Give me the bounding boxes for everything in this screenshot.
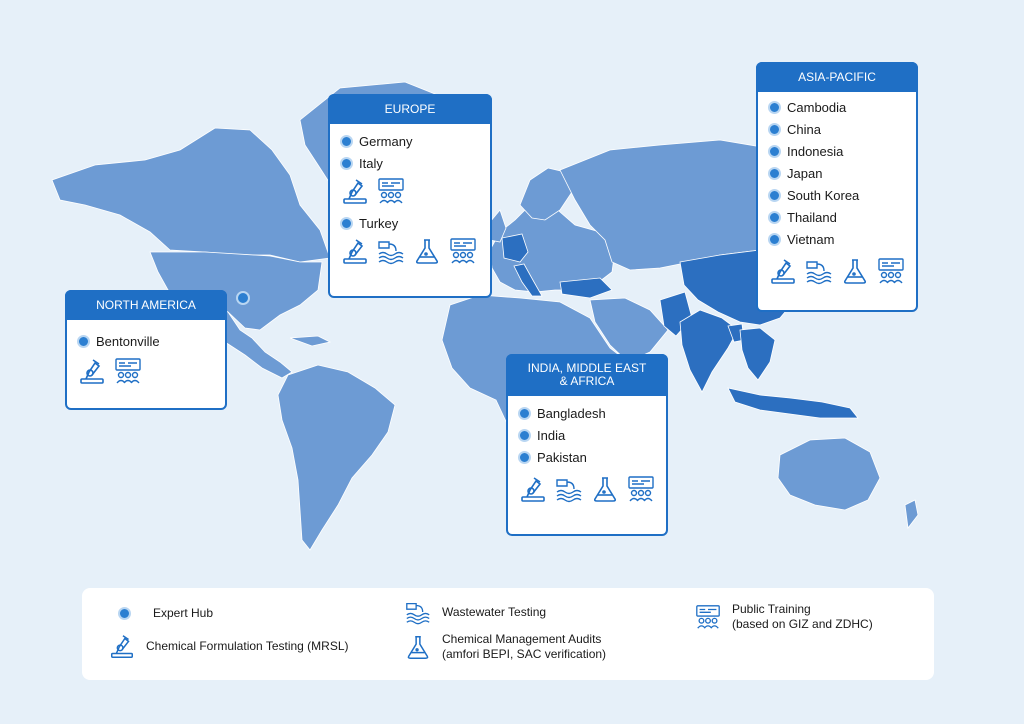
flask-icon (412, 236, 442, 266)
training-icon (376, 176, 406, 206)
expert-hub-dot (768, 167, 781, 180)
legend-audits: Chemical Management Audits (amfori BEPI, SAC verification) (404, 632, 606, 662)
expert-hub-dot (768, 233, 781, 246)
flask-icon (840, 256, 870, 286)
turkey (560, 278, 612, 298)
north-america-services (67, 356, 225, 386)
expert-hub-dot (340, 217, 353, 230)
expert-hub-dot (768, 189, 781, 202)
wastewater-icon (554, 474, 584, 504)
microscope-icon (768, 256, 798, 286)
location-cambodia: Cambodia (758, 96, 916, 118)
location-germany: Germany (330, 130, 490, 152)
asia-pacific-box (756, 62, 918, 312)
legend-training: Public Training (based on GIZ and ZDHC) (694, 602, 873, 632)
legend-expert-hub: Expert Hub (118, 606, 213, 621)
location-japan: Japan (758, 162, 916, 184)
training-icon (448, 236, 478, 266)
expert-hub-dot (77, 335, 90, 348)
wastewater-icon (804, 256, 834, 286)
se-asia (740, 328, 775, 380)
location-india: India (508, 424, 666, 446)
legend-wastewater: Wastewater Testing (404, 598, 546, 626)
location-bangladesh: Bangladesh (508, 402, 666, 424)
expert-hub-dot (340, 135, 353, 148)
north-america-title: NORTH AMERICA (65, 290, 227, 320)
bentonville-hub-marker (237, 292, 249, 304)
flask-icon (590, 474, 620, 504)
microscope-icon (518, 474, 548, 504)
expert-hub-dot (518, 407, 531, 420)
flask-icon (404, 633, 432, 661)
indonesia (728, 388, 858, 418)
training-icon (113, 356, 143, 386)
training-icon (626, 474, 656, 504)
training-icon (694, 603, 722, 631)
training-icon (876, 256, 906, 286)
south-america (278, 365, 395, 550)
europe-title: EUROPE (328, 94, 492, 124)
india (680, 310, 738, 392)
imea-services (508, 474, 666, 504)
caribbean (290, 336, 330, 346)
location-pakistan: Pakistan (508, 446, 666, 468)
imea-title: INDIA, MIDDLE EAST & AFRICA (506, 354, 668, 396)
expert-hub-dot (518, 429, 531, 442)
europe-box (328, 94, 492, 298)
wastewater-icon (376, 236, 406, 266)
location-china: China (758, 118, 916, 140)
expert-hub-dot (340, 157, 353, 170)
microscope-icon (77, 356, 107, 386)
location-turkey: Turkey (330, 212, 490, 234)
expert-hub-dot (768, 145, 781, 158)
canada (52, 128, 330, 262)
microscope-icon (340, 236, 370, 266)
europe-services-1 (330, 176, 490, 206)
location-italy: Italy (330, 152, 490, 174)
expert-hub-dot (518, 451, 531, 464)
location-south-korea: South Korea (758, 184, 916, 206)
location-bentonville: Bentonville (67, 330, 225, 352)
north-america-box (65, 290, 227, 410)
expert-hub-icon (118, 607, 131, 620)
location-vietnam: Vietnam (758, 228, 916, 250)
location-thailand: Thailand (758, 206, 916, 228)
imea-box (506, 354, 668, 536)
asia-pacific-title: ASIA-PACIFIC (756, 62, 918, 92)
expert-hub-dot (768, 211, 781, 224)
microscope-icon (340, 176, 370, 206)
asia-pacific-services (758, 256, 916, 286)
expert-hub-dot (768, 101, 781, 114)
wastewater-icon (404, 598, 432, 626)
microscope-icon (108, 632, 136, 660)
australia (778, 438, 880, 510)
location-indonesia: Indonesia (758, 140, 916, 162)
legend-chemical-formulation: Chemical Formulation Testing (MRSL) (108, 632, 349, 660)
europe-services-2 (330, 236, 490, 266)
new-zealand (905, 500, 918, 528)
legend (82, 588, 934, 680)
expert-hub-dot (768, 123, 781, 136)
